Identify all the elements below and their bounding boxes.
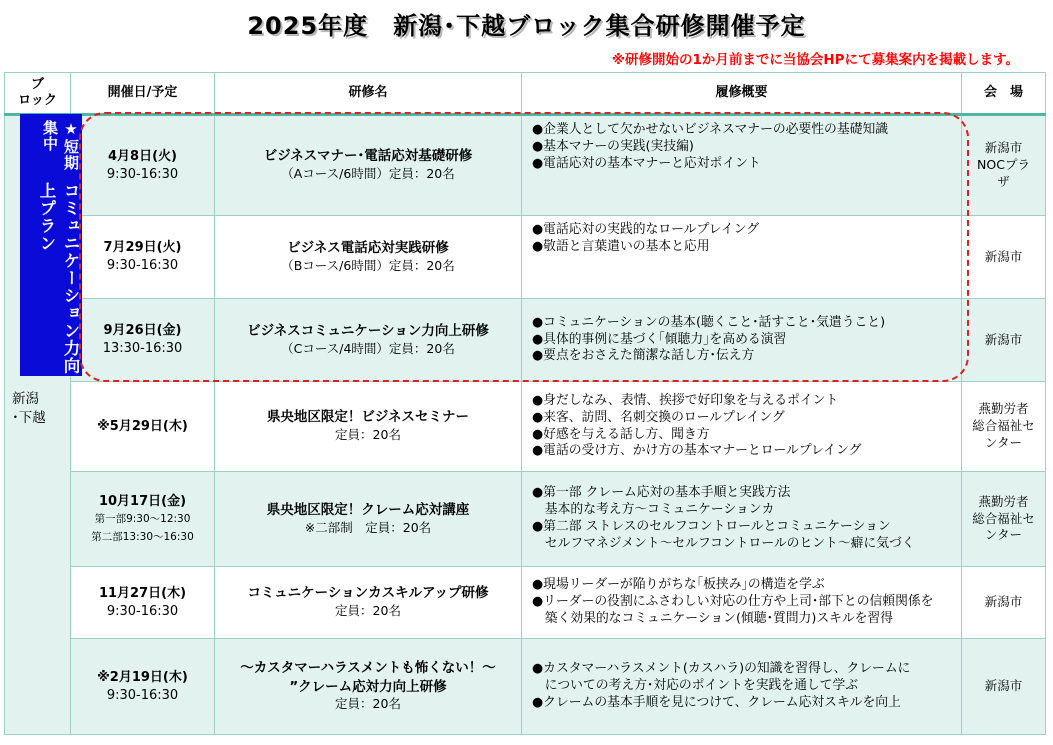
short-term-plan-label: ★短期集中 コミュニケーション力向上プラン (20, 114, 82, 376)
col-header-block: ブ ロック (5, 73, 71, 115)
date-cell: 10月17日(金) 第一部9:30～12:30 第二部13:30～16:30 (71, 472, 215, 567)
col-header-name: 研修名 (215, 73, 522, 115)
venue-cell: 新潟市 (962, 299, 1046, 382)
block-label: 新潟 ･下越 (12, 391, 46, 426)
course-name-cell: 県央地区限定！クレーム応対講座 ※二部制 定員：20名 (215, 472, 522, 567)
course-name-cell: ビジネスコミュニケーション力向上研修 （Cコース/4時間）定員：20名 (215, 299, 522, 382)
date-cell: ※5月29日(木) (71, 382, 215, 472)
date-cell: 11月27日(木) 9:30-16:30 (71, 567, 215, 639)
course-name-cell: 県央地区限定！ビジネスセミナー 定員：20名 (215, 382, 522, 472)
table-row (5, 567, 1046, 639)
date-cell: 9月26日(金) 13:30-16:30 (71, 299, 215, 382)
table-row (5, 472, 1046, 567)
course-name-cell: ビジネス電話応対実践研修 （Bコース/6時間）定員：20名 (215, 216, 522, 299)
date-cell: 4月8日(火) 9:30-16:30 (71, 115, 215, 216)
venue-cell: 新潟市 (962, 216, 1046, 299)
date-cell: ※2月19日(木) 9:30-16:30 (71, 639, 215, 735)
venue-cell: 新潟市 NOCプラ ザ (962, 115, 1046, 216)
table-row (5, 382, 1046, 472)
table-row (5, 639, 1046, 735)
venue-cell: 燕勤労者 総合福祉セ ンター (962, 382, 1046, 472)
date-cell: 7月29日(火) 9:30-16:30 (71, 216, 215, 299)
posting-notice: ※研修開始の1か月前までに当協会HPにて募集案内を掲載します。 (611, 52, 1019, 68)
summary-cell: ●企業人として欠かせないビジネスマナーの必要性の基礎知識 ●基本マナーの実践(実技編) ●電話応対の基本マナーと応対ポイント (522, 115, 962, 216)
table-row (5, 299, 1046, 382)
col-header-venue: 会 場 (962, 73, 1046, 115)
col-header-date: 開催日/予定 (71, 73, 215, 115)
summary-cell: ●コミュニケーションの基本(聴くこと･話すこと･気遣うこと) ●具体的事例に基づく｢傾聴力｣を高める演習 ●要点をおさえた簡潔な話し方･伝え方 (522, 299, 962, 382)
schedule-table (4, 72, 1046, 735)
venue-cell: 燕勤労者 総合福祉セ ンター (962, 472, 1046, 567)
course-name-cell: コミュニケーションカスキルアップ研修 定員：20名 (215, 567, 522, 639)
venue-cell: 新潟市 (962, 639, 1046, 735)
course-name-cell: ビジネスマナー･電話応対基礎研修 （Aコース/6時間）定員：20名 (215, 115, 522, 216)
summary-cell: ●第一部 クレーム応対の基本手順と実践方法 基本的な考え方～コミュニケーションカ ●第二部 ストレスのセルフコントロールとコミュニケーション セルフマネジメント～セルフコントロールのヒント～癖に気づく (522, 472, 962, 567)
header-row (5, 73, 1046, 115)
summary-cell: ●電話応対の実践的なロールプレイング ●敬語と言葉遣いの基本と応用 (522, 216, 962, 299)
table-row (5, 115, 1046, 216)
col-header-summary: 履修概要 (522, 73, 962, 115)
summary-cell: ●カスタマーハラスメント(カスハラ)の知識を習得し、クレームに についての考え方･対応のポイントを実践を通して学ぶ ●クレームの基本手順を見につけて、クレーム応対スキルを向上 (522, 639, 962, 735)
venue-cell: 新潟市 (962, 567, 1046, 639)
summary-cell: ●身だしなみ、表情、挨拶で好印象を与えるポイント ●来客、訪問、名刺交換のロールプレイング ●好感を与える話し方、聞き方 ●電話の受け方、かけ方の基本マナーとロールプレイング (522, 382, 962, 472)
course-name-cell: ～カスタマーハラスメントも怖くない！～ ”クレーム応対力向上研修 定員：20名 (215, 639, 522, 735)
page-title: 2025年度 新潟･下越ブロック集合研修開催予定 (247, 12, 806, 40)
summary-cell: ●現場リーダーが陥りがちな｢板挟み｣の構造を学ぶ ●リーダーの役割にふさわしい対応の仕方や上司･部下との信頼関係を 築く効果的なコミュニケーション(傾聴･質問力)スキルを習得 (522, 567, 962, 639)
table-row (5, 216, 1046, 299)
